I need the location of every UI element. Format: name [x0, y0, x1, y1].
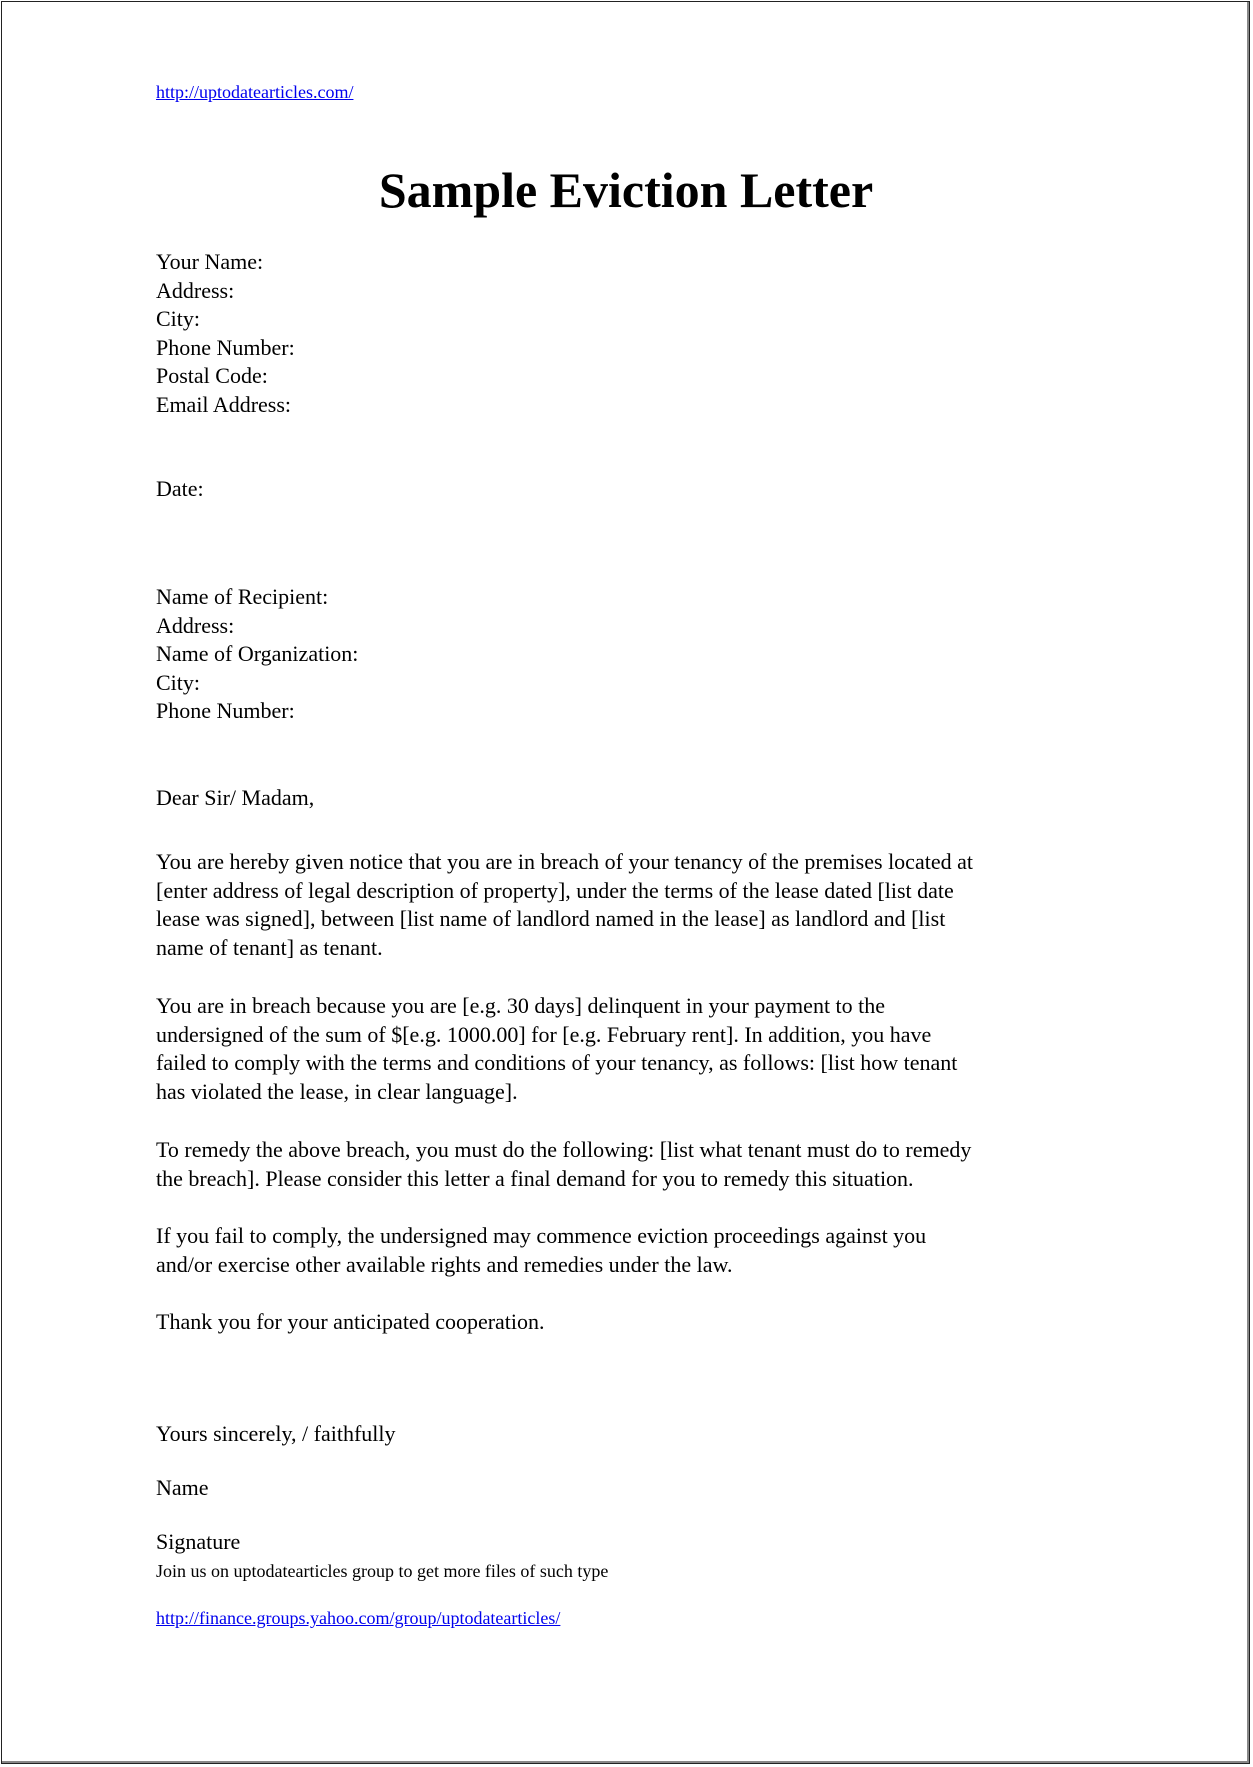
sender-phone-label: Phone Number: — [156, 334, 295, 360]
paragraph-notice — [156, 848, 1096, 962]
paragraph-consequence — [156, 1222, 1096, 1279]
paragraph-line: has violated the lease, in clear language]. — [156, 1078, 518, 1104]
footer-link[interactable]: http://finance.groups.yahoo.com/group/uptodatearticles/ — [156, 1608, 561, 1628]
paragraph-line: and/or exercise other available rights and remedies under the law. — [156, 1251, 733, 1277]
paragraph-line: Thank you for your anticipated cooperation. — [156, 1309, 545, 1334]
recipient-city-label: City: — [156, 669, 201, 695]
paragraph-line: lease was signed], between [list name of landlord named in the lease] as landlord and [list — [156, 906, 946, 932]
paragraph-breach — [156, 992, 1096, 1106]
closing — [156, 1420, 396, 1449]
date-line — [156, 475, 204, 504]
header-link[interactable]: http://uptodatearticles.com/ — [156, 82, 354, 102]
closing-text: Yours sincerely, / faithfully — [156, 1421, 396, 1446]
sender-city-label: City: — [156, 306, 201, 332]
salutation — [156, 784, 314, 813]
recipient-address-label: Address: — [156, 612, 235, 638]
sender-postal-label: Postal Code: — [156, 363, 268, 389]
signature-line — [156, 1528, 240, 1557]
signature-label: Signature — [156, 1529, 241, 1554]
recipient-block — [156, 583, 358, 726]
sender-block — [156, 248, 295, 420]
recipient-organization-label: Name of Organization: — [156, 641, 359, 667]
paragraph-line: If you fail to comply, the undersigned may commence eviction proceedings against you — [156, 1223, 927, 1248]
paragraph-line: name of tenant] as tenant. — [156, 934, 383, 960]
recipient-name-label: Name of Recipient: — [156, 584, 329, 609]
paragraph-remedy — [156, 1136, 1096, 1193]
footer-note: Join us on uptodatearticles group to get more files of such type — [156, 1561, 609, 1581]
paragraph-line: To remedy the above breach, you must do the following: [list what tenant must do to remedy — [156, 1137, 972, 1162]
sender-email-label: Email Address: — [156, 391, 292, 417]
recipient-phone-label: Phone Number: — [156, 698, 295, 724]
sender-address-label: Address: — [156, 277, 235, 303]
name-line — [156, 1474, 209, 1503]
paragraph-line: [enter address of legal description of property], under the terms of the lease dated [list date — [156, 877, 954, 903]
paragraph-line: You are hereby given notice that you are in breach of your tenancy of the premises located at — [156, 849, 973, 874]
date-label: Date: — [156, 476, 204, 501]
paragraph-line: failed to comply with the terms and conditions of your tenancy, as follows: [list how tenant — [156, 1050, 958, 1076]
paragraph-thanks — [156, 1308, 1096, 1337]
paragraph-line: the breach]. Please consider this letter a final demand for you to remedy this situation. — [156, 1165, 914, 1191]
page-title: Sample Eviction Letter — [378, 162, 874, 218]
paragraph-line: undersigned of the sum of $[e.g. 1000.00] for [e.g. February rent]. In addition, you have — [156, 1021, 932, 1047]
sender-name-label: Your Name: — [156, 249, 264, 274]
salutation-text: Dear Sir/ Madam, — [156, 785, 315, 810]
paragraph-line: You are in breach because you are [e.g. 30 days] delinquent in your payment to the — [156, 993, 886, 1018]
name-label: Name — [156, 1475, 209, 1500]
